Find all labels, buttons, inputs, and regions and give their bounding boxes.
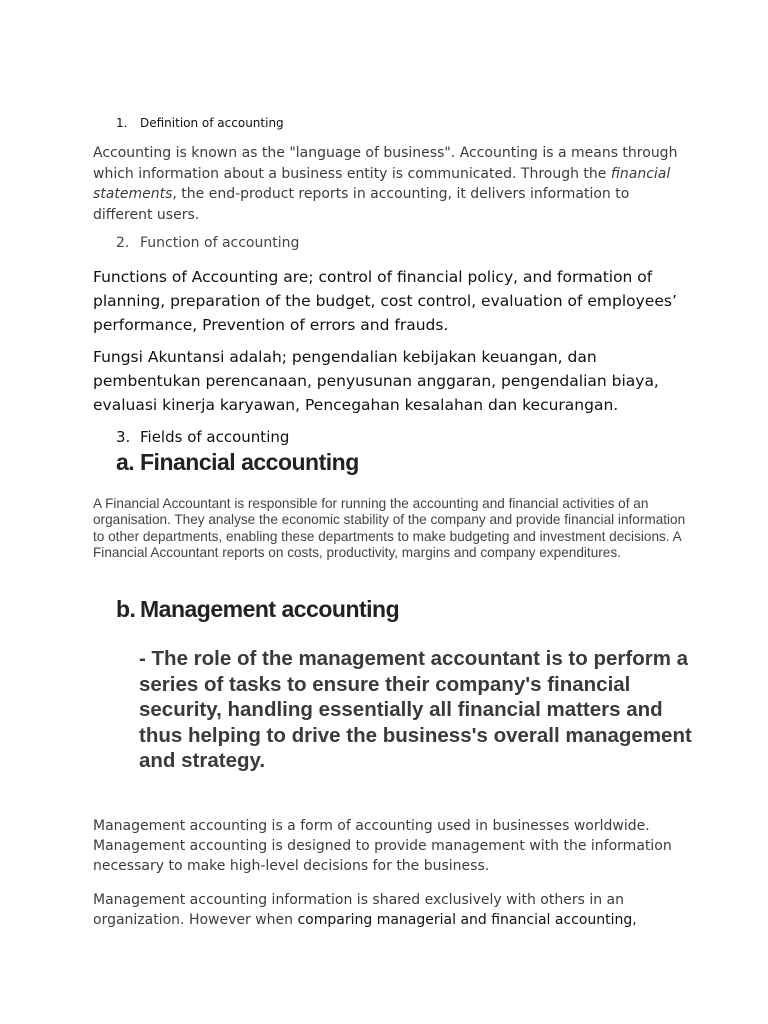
paragraph-emphasis-text: comparing managerial and financial accounting, bbox=[297, 912, 637, 928]
section-number: 2. bbox=[116, 235, 130, 251]
subheading-letter: a. bbox=[116, 449, 135, 475]
subheading-financial-accounting bbox=[116, 449, 359, 476]
subheading-letter: b. bbox=[116, 596, 136, 622]
paragraph-text: Management accounting information is shared exclusively with others in an organization. However when bbox=[93, 892, 625, 928]
section-number: 3. bbox=[116, 428, 131, 446]
section-number: 1. bbox=[116, 116, 128, 130]
definition-text-end: , the end-product reports in accounting, it delivers information to different users. bbox=[93, 186, 630, 223]
subheading-management-accounting bbox=[116, 596, 399, 623]
financial-accounting-paragraph: A Financial Accountant is responsible for running the accounting and financial activities of an organisation. They analyse the economic stability of the company and provide financial information to other departments, enabling these departments to make budgeting and investment decisions. A Financial Accountant reports on costs, productivity, margins and company expenditures. bbox=[93, 496, 686, 560]
section-title: Fields of accounting bbox=[140, 428, 290, 446]
section-heading-definition bbox=[116, 116, 284, 130]
functions-indonesian-paragraph: Fungsi Akuntansi adalah; pengendalian kebijakan keuangan, dan pembentukan perencanaan, penyusunan anggaran, pengendalian biaya, evaluasi kinerja karyawan, Pencegahan kesalahan dan kecurangan. bbox=[93, 348, 659, 414]
management-accounting-paragraph-1: Management accounting is a form of accounting used in businesses worldwide. Management accounting is designed to provide management with the information necessary to make high-level decisions for the business. bbox=[93, 818, 672, 874]
definition-italic-term: financial statements bbox=[93, 165, 671, 202]
definition-paragraph bbox=[93, 143, 683, 225]
functions-english-paragraph: Functions of Accounting are; control of financial policy, and formation of planning, preparation of the budget, cost control, evaluation of employees’ performance, Prevention of errors and frauds. bbox=[93, 268, 677, 334]
subheading-title: Financial accounting bbox=[140, 449, 359, 475]
management-accountant-quote: - The role of the management accountant is to perform a series of tasks to ensure their company's financial security, handling essentially all financial matters and thus helping to drive the business's overall management and strategy. bbox=[139, 647, 692, 773]
section-heading-function bbox=[116, 235, 299, 251]
section-heading-fields bbox=[116, 428, 289, 446]
section-title: Definition of accounting bbox=[140, 116, 284, 130]
management-accounting-paragraph-2 bbox=[93, 890, 693, 930]
section-title: Function of accounting bbox=[140, 235, 300, 251]
definition-text-start: Accounting is known as the "language of business". Accounting is a means through which information about a business entity is communicated. Through the bbox=[93, 145, 678, 182]
subheading-title: Management accounting bbox=[140, 596, 400, 622]
